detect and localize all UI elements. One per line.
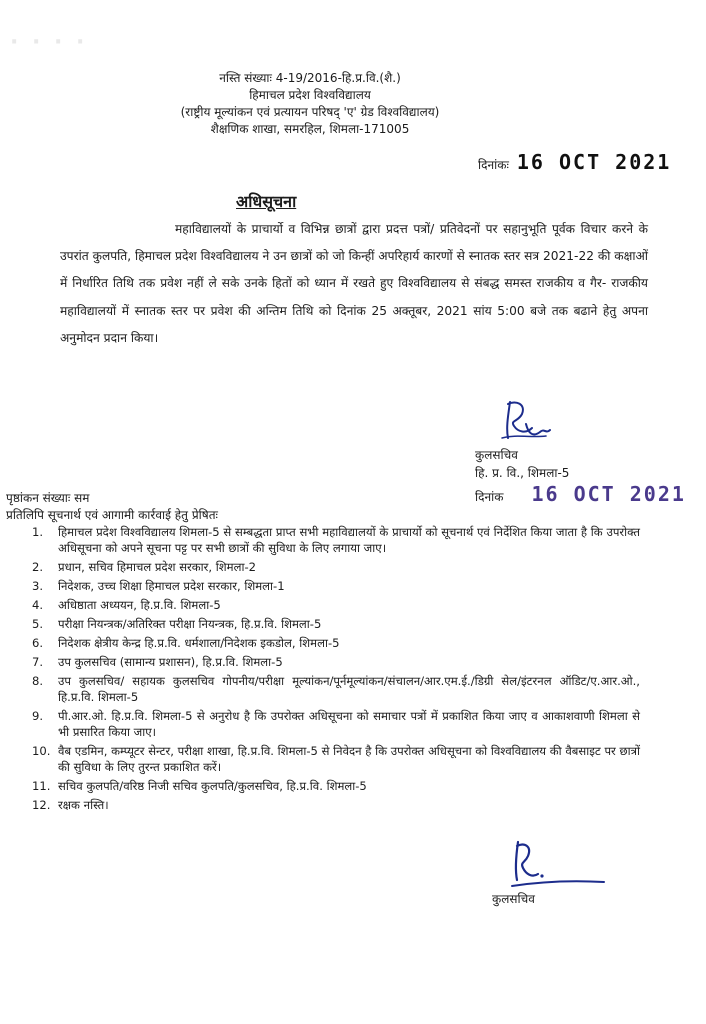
registrar-signature-upper — [496, 394, 556, 450]
list-item: 9. पी.आर.ओ. हि.प्र.वि. शिमला-5 से अनुरोध है कि उपरोक्त अधिसूचना को समाचार पत्रों में प्रकाशित किया जाए व आकाशवाणी शिमला से भी प्रसारित किया जाए। — [32, 709, 640, 739]
accreditation-line: (राष्ट्रीय मूल्यांकन एवं प्रत्यायन परिषद् 'ए' ग्रेड विश्वविद्यालय) — [180, 105, 440, 119]
notification-title: अधिसूचना — [236, 192, 297, 211]
notification-body: महाविद्यालयों के प्राचार्यो व विभिन्न छात्रों द्वारा प्रदत्त पत्रों/ प्रतिवेदनों पर सहानुभूति पूर्वक विचार करने के उपरांत कुलपति, हिमाचल प्रदेश विश्वविद्यालय ने उन छात्रों को जो किन्हीं अपरिहार्य कारणों से स्नातक स्तर सत्र 2021-22 की कक्षाओं में निर्धारित तिथि तक प्रवेश नहीं ले सके उनके हितों को ध्यान में रखते हुए विश्वविद्यालय से संबद्ध समस्त राजकीय व गैर- राजकीय महाविद्यालयों में स्नातक स्तर पर प्रवेश की अन्तिम तिथि को दिनांक 25 अक्तूबर, 2021 सांय 5:00 बजे तक बढाने हेतु अपना अनुमोदन प्रदान किया। — [60, 222, 648, 345]
list-item: 3. निदेशक, उच्च शिक्षा हिमाचल प्रदेश सरकार, शिमला-1 — [32, 579, 285, 593]
bleed-through-mark: · · · · — [10, 30, 88, 55]
signature-date-stamp: 16 OCT 2021 — [531, 482, 686, 506]
endorsement-number: पृष्ठांकन संख्याः सम — [6, 491, 90, 505]
footer-designation: कुलसचिव — [492, 892, 535, 906]
branch-address: शैक्षणिक शाखा, समरहिल, शिमला-171005 — [210, 122, 410, 136]
registrar-office: हि. प्र. वि., शिमला-5 — [475, 466, 570, 480]
list-item: 2. प्रधान, सचिव हिमाचल प्रदेश सरकार, शिमला-2 — [32, 560, 257, 574]
list-item: 11. सचिव कुलपति/वरिष्ठ निजी सचिव कुलपति/कुलसचिव, हि.प्र.वि. शिमला-5 — [32, 779, 367, 793]
signature-date-label: दिनांक — [475, 490, 504, 504]
registrar-signature-lower — [508, 836, 608, 896]
list-item: 7. उप कुलसचिव (सामान्य प्रशासन), हि.प्र.वि. शिमला-5 — [32, 655, 283, 669]
list-item: 6. निदेशक क्षेत्रीय केन्द्र हि.प्र.वि. धर्मशाला/निदेशक इकडोल, शिमला-5 — [32, 636, 340, 650]
endorsement-intro: प्रतिलिपि सूचनार्थ एवं आगामी कार्रवाई हेतु प्रेषितः — [6, 508, 218, 522]
registrar-designation: कुलसचिव — [475, 448, 518, 462]
university-name: हिमाचल प्रदेश विश्वविद्यालय — [249, 88, 371, 102]
list-item: 12. रक्षक नस्ति। — [32, 798, 109, 812]
header-date — [478, 150, 671, 174]
list-item: 1. हिमाचल प्रदेश विश्वविद्यालय शिमला-5 से सम्बद्धता प्राप्त सभी महाविद्यालयों के प्राचार्यो को सूचनार्थ एवं निर्देशित किया जाता है कि उपरोक्त अधिसूचना को अपने सूचना पट्ट पर सभी छात्रों की सुविधा के लिए लगाया जाए। — [32, 525, 640, 555]
date-label: दिनांकः — [478, 158, 509, 172]
list-item: 10. वैब एडमिन, कम्प्यूटर सेन्टर, परीक्षा शाखा, हि.प्र.वि. शिमला-5 से निवेदन है कि उपरोक्त अधिसूचना को विश्वविद्यालय की वैबसाइट पर छात्रों की सुविधा के लिए तुरन्त प्रकाशित करें। — [32, 744, 640, 774]
file-number: नस्ति संख्याः 4-19/2016-हि.प्र.वि.(शै.) — [219, 71, 401, 85]
signature-date — [475, 482, 686, 506]
list-item: 8. उप कुलसचिव/ सहायक कुलसचिव गोपनीय/परीक्षा मूल्यांकन/पूर्नमूल्यांकन/संचालन/आर.एम.ई./डिग्री सेल/इंटरनल ऑडिट/ए.आर.ओ., हि.प्र.वि. शिमला-5 — [32, 674, 640, 704]
list-item: 5. परीक्षा नियन्त्रक/अतिरिक्त परीक्षा नियन्त्रक, हि.प्र.वि. शिमला-5 — [32, 617, 322, 631]
distribution-list — [10, 524, 640, 816]
date-stamp: 16 OCT 2021 — [516, 150, 672, 174]
list-item: 4. अधिष्ठाता अध्ययन, हि.प्र.वि. शिमला-5 — [32, 598, 221, 612]
